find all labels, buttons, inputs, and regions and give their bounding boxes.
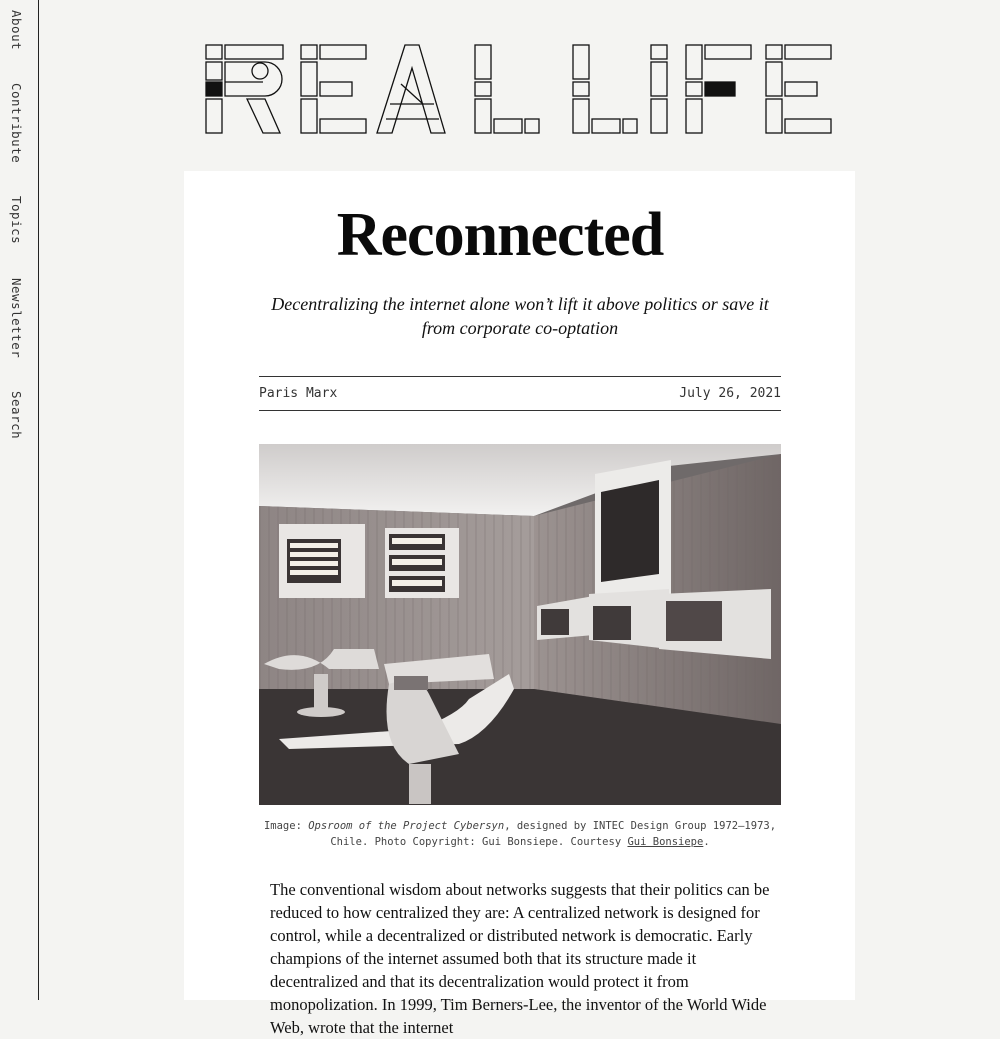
nav-newsletter[interactable]: Newsletter: [9, 277, 24, 358]
body-paragraph: The conventional wisdom about networks suggests that their politics can be reduced to how centralized they are: A centralized network is designed for control, while a decentralized or distributed network is democratic. Early champions of the internet assumed both that its structure made it decentralized and that its decentralization would protect it from monopolization. In 1999, Tim Berners-Lee, the inventor of the World Wide Web, wrote that the internet: [270, 880, 770, 1037]
caption-suffix: .: [703, 836, 710, 848]
nav-topics[interactable]: Topics: [9, 196, 24, 245]
author-link[interactable]: Paris Marx: [259, 386, 338, 401]
article-body: [270, 878, 776, 1039]
caption-work-title: Opsroom of the Project Cybersyn: [308, 820, 505, 832]
nav-contribute[interactable]: Contribute: [9, 83, 24, 164]
image-caption: [259, 818, 781, 850]
article-title: Reconnected: [336, 201, 664, 269]
side-navigation: [0, 0, 39, 1000]
photo-cybersyn-opsroom-icon: [259, 444, 781, 805]
byline: [259, 376, 781, 411]
nav-about[interactable]: About: [9, 10, 24, 51]
caption-middle: , designed by INTEC Design Group 1972–1973, Chile. Photo Copyright: Gui Bonsiepe. Courtesy: [330, 820, 777, 848]
nav-search[interactable]: Search: [9, 390, 24, 440]
site-logo[interactable]: [205, 44, 833, 136]
caption-credit-link[interactable]: Gui Bonsiepe: [627, 836, 704, 848]
publish-date: July 26, 2021: [679, 386, 781, 401]
article-header-image: [259, 444, 781, 805]
caption-prefix: Image:: [263, 820, 309, 832]
logo-wordmark-icon: [205, 44, 833, 136]
article-dek: Decentralizing the internet alone won’t lift it above politics or save it from corporate co-optation: [271, 294, 769, 338]
